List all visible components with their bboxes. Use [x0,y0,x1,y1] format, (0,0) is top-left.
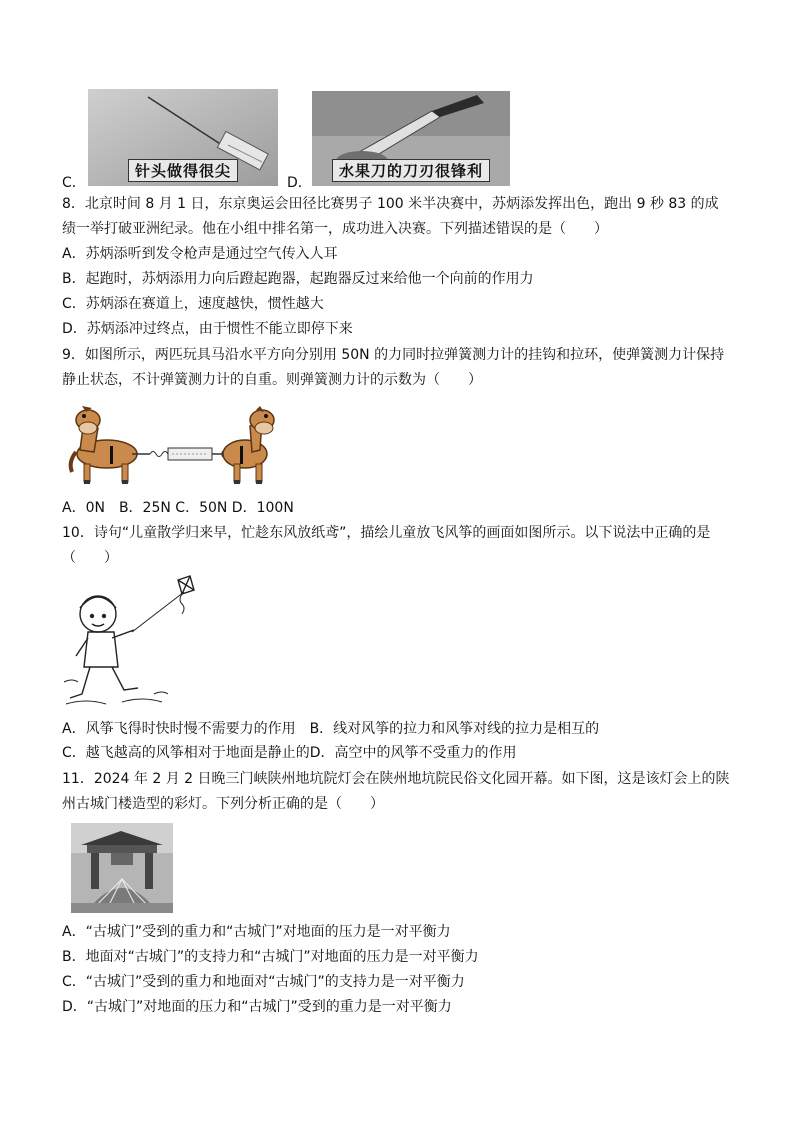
spring-scale-icon [132,448,230,460]
child-flying-kite-figure [62,572,197,712]
q10-stem: 10．诗句“儿童散学归来早，忙趁东风放纸鸢”，描绘儿童放飞风筝的画面如图所示。以下说法中正确的是（ ） [62,525,711,566]
q7-knife-photo [312,91,510,186]
toy-horses-spring-scale-figure [62,398,282,488]
old-city-gate-lantern-photo [71,823,173,913]
q11-option-d: D．“古城门”对地面的压力和“古城门”受到的重力是一对平衡力 [62,999,452,1015]
q7-option-d-label: D． [287,175,312,191]
q8-option-a: A．苏炳添听到发令枪声是通过空气传入人耳 [62,246,338,262]
q9-options: A．0N B．25N C．50N D．100N [62,500,294,516]
q8-option-d: D．苏炳添冲过终点，由于惯性不能立即停下来 [62,321,353,337]
q10-options-ab: A．风筝飞得时快时慢不需要力的作用 B．线对风筝的拉力和风筝对线的拉力是相互的 [62,721,600,737]
right-horse-icon [223,406,274,484]
city-gate-illustration [71,823,173,913]
q8-option-c: C．苏炳添在赛道上，速度越快，惯性越大 [62,296,324,312]
q7-c-caption: 针头做得很尖 [128,159,238,182]
q8-stem: 8．北京时间 8 月 1 日，东京奥运会田径比赛男子 100 米半决赛中，苏炳添发挥出色，跑出 9 秒 83 的成绩一举打破亚洲纪录。他在小组中排名第一，成功进入决赛。下列描述错误的是（ ） [62,196,719,237]
q10-options-cd: C．越飞越高的风筝相对于地面是静止的D．高空中的风筝不受重力的作用 [62,745,517,761]
q8-option-b: B．起跑时，苏炳添用力向后蹬起跑器，起跑器反过来给他一个向前的作用力 [62,271,534,287]
q9-stem: 9．如图所示，两匹玩具马沿水平方向分别用 50N 的力同时拉弹簧测力计的挂钩和拉环，使弹簧测力计保持静止状态，不计弹簧测力计的自重。则弹簧测力计的示数为（ ） [62,347,725,388]
q7-needle-photo [88,89,278,186]
left-horse-icon [71,406,137,484]
q11-stem: 11．2024 年 2 月 2 日晚三门峡陕州地坑院灯会在陕州地坑院民俗文化园开幕。如下图，这是该灯会上的陕州古城门楼造型的彩灯。下列分析正确的是（ ） [62,771,730,812]
q11-option-c: C．“古城门”受到的重力和地面对“古城门”的支持力是一对平衡力 [62,974,465,990]
q11-option-a: A．“古城门”受到的重力和“古城门”对地面的压力是一对平衡力 [62,924,451,940]
q11-option-b: B．地面对“古城门”的支持力和“古城门”对地面的压力是一对平衡力 [62,949,479,965]
q7-d-caption: 水果刀的刀刃很锋利 [332,159,490,182]
q7-option-c-label: C． [62,175,86,191]
